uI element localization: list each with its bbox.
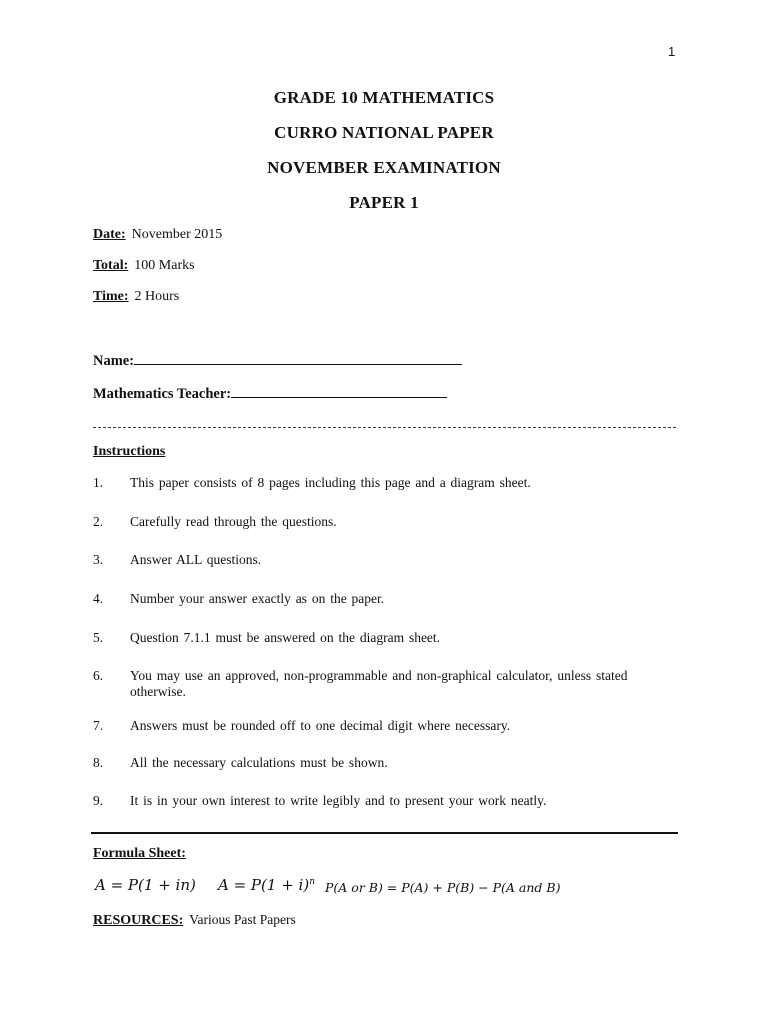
item-text: Answer ALL questions. (130, 552, 262, 567)
probability-formula: P(A or B) = P(A) + P(B) − P(A and B) (325, 880, 561, 895)
item-number: 2. (93, 514, 104, 529)
compound-interest-formula (218, 876, 315, 894)
date-value: November 2015 (131, 227, 223, 242)
item-text: This paper consists of 8 pages including this page and a diagram sheet. (130, 475, 531, 490)
time-value: 2 Hours (134, 289, 180, 304)
instruction-item (93, 630, 663, 646)
item-text: It is in your own interest to write legibly and to present your work neatly. (130, 793, 547, 808)
item-number: 8. (93, 755, 104, 770)
date-label: Date: (93, 227, 126, 242)
teacher-blank[interactable] (231, 385, 447, 398)
page-number: 1 (668, 44, 676, 59)
name-blank[interactable] (134, 352, 462, 365)
item-number: 1. (93, 475, 104, 490)
instruction-item (93, 475, 663, 491)
total-label: Total: (93, 258, 129, 273)
title-paper-number: PAPER 1 (349, 193, 419, 212)
item-number: 4. (93, 591, 104, 606)
total-field (93, 258, 195, 274)
title-paper-source: CURRO NATIONAL PAPER (274, 123, 494, 142)
total-value: 100 Marks (134, 258, 195, 273)
instruction-item (93, 591, 663, 607)
item-text: You may use an approved, non-programmable and non-graphical calculator, unless stated otherwise. (130, 668, 628, 699)
name-label: Name: (93, 353, 135, 369)
item-text: Number your answer exactly as on the paper. (130, 591, 385, 606)
item-text: Answers must be rounded off to one decimal digit where necessary. (130, 718, 511, 733)
simple-interest-formula: A = P(1 + in) (95, 876, 196, 894)
title-examination: NOVEMBER EXAMINATION (267, 158, 501, 177)
time-label: Time: (93, 289, 129, 304)
compound-interest-exponent: n (309, 877, 315, 887)
compound-interest-base: A = P(1 + i) (218, 876, 310, 894)
instruction-item (93, 718, 663, 734)
item-number: 5. (93, 630, 104, 645)
instruction-item (93, 755, 663, 771)
item-number: 3. (93, 552, 104, 567)
item-text: Question 7.1.1 must be answered on the diagram sheet. (130, 630, 441, 645)
instruction-item (93, 793, 663, 809)
resources-line (93, 912, 296, 929)
item-text: All the necessary calculations must be shown. (130, 755, 388, 770)
resources-value: Various Past Papers (189, 912, 296, 927)
section-rule (91, 832, 678, 834)
instruction-item (93, 668, 663, 700)
item-number: 7. (93, 718, 104, 733)
formula-sheet-title: Formula Sheet: (93, 846, 186, 861)
item-text: Carefully read through the questions. (130, 514, 337, 529)
name-line[interactable] (93, 352, 462, 370)
date-field (93, 227, 222, 243)
teacher-line[interactable] (93, 385, 447, 403)
item-number: 9. (93, 793, 104, 808)
teacher-label: Mathematics Teacher: (93, 386, 232, 402)
item-number: 6. (93, 668, 104, 683)
instruction-item (93, 552, 663, 568)
time-field (93, 289, 179, 305)
instructions-title: Instructions (93, 444, 166, 459)
title-grade: GRADE 10 MATHEMATICS (273, 88, 495, 107)
resources-label: RESOURCES: (93, 913, 184, 928)
instruction-item (93, 514, 663, 530)
dashed-divider (93, 427, 676, 428)
